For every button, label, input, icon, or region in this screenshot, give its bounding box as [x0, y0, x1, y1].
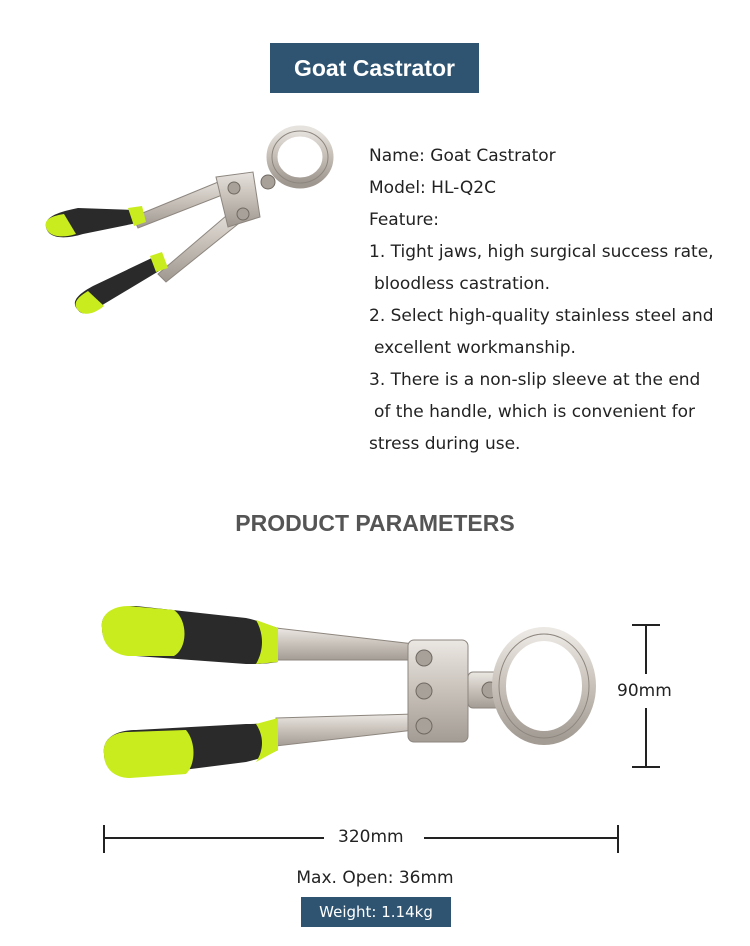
- spec-feature-heading: Feature:: [369, 210, 439, 230]
- feature-2-line-1: 2. Select high-quality stainless steel and: [369, 306, 714, 326]
- height-label: 90mm: [617, 681, 672, 701]
- section-title: PRODUCT PARAMETERS: [235, 510, 515, 536]
- spec-name: Name: Goat Castrator: [369, 146, 556, 166]
- spec-list: [369, 140, 739, 460]
- feature-2-line-2: excellent workmanship.: [374, 338, 576, 358]
- product-photo-small: [38, 122, 338, 327]
- product-photo-large: [96, 600, 606, 790]
- title-banner: [270, 43, 479, 93]
- spec-model: Model: HL-Q2C: [369, 178, 496, 198]
- feature-1-line-2: bloodless castration.: [374, 274, 551, 294]
- feature-1-line-1: 1. Tight jaws, high surgical success rate,: [369, 242, 714, 262]
- page-title: Goat Castrator: [293, 54, 456, 81]
- max-open-label: Max. Open: 36mm: [296, 868, 454, 888]
- feature-3-line-1: 3. There is a non-slip sleeve at the end: [369, 370, 701, 390]
- feature-3-line-3: stress during use.: [369, 434, 521, 454]
- weight-badge: [301, 897, 451, 927]
- weight-label: Weight: 1.14kg: [319, 903, 433, 921]
- feature-3-line-2: of the handle, which is convenient for: [374, 402, 695, 422]
- length-label: 320mm: [338, 827, 404, 847]
